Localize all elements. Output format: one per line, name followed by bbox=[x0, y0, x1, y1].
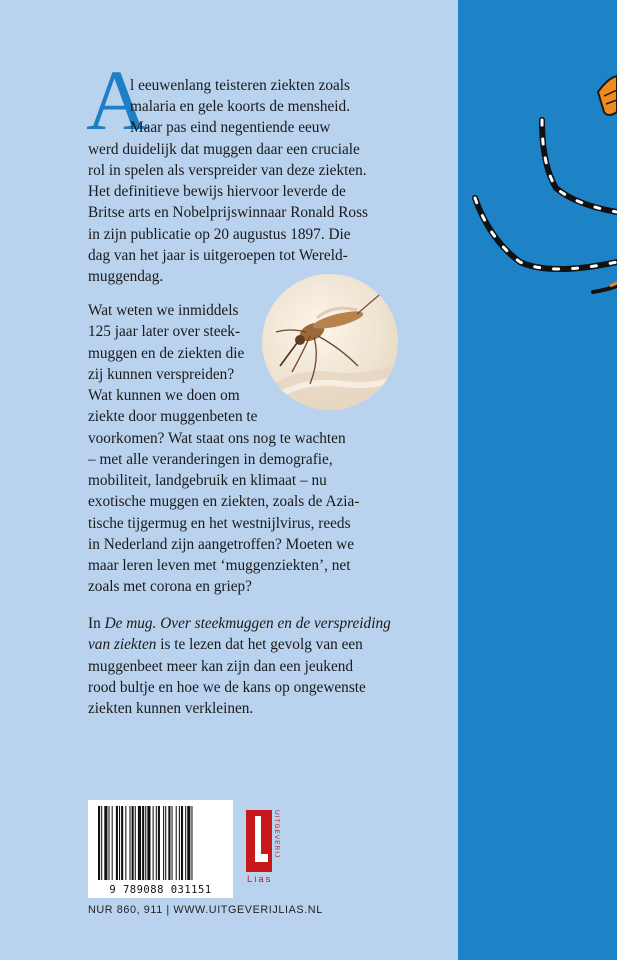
intro-line: werd duidelijk dat muggen daar een cruciale bbox=[88, 141, 360, 158]
intro-line: in zijn publicatie op 20 augustus 1897. Die bbox=[88, 226, 351, 243]
barcode-bar bbox=[98, 806, 100, 880]
barcode-bars bbox=[88, 800, 233, 882]
cover-artwork-panel bbox=[458, 0, 617, 960]
question-line: exotische muggen en ziekten, zoals de Azia- bbox=[88, 493, 360, 510]
barcode-bar bbox=[185, 806, 186, 880]
barcode-bar bbox=[187, 806, 190, 880]
question-line: Wat kunnen we doen om bbox=[88, 387, 240, 404]
barcode-bar bbox=[125, 806, 126, 880]
barcode-bar bbox=[172, 806, 173, 880]
mosquito-illustration bbox=[458, 0, 617, 960]
barcode-bar bbox=[121, 806, 123, 880]
barcode-bar bbox=[132, 806, 134, 880]
barcode-bar bbox=[156, 806, 157, 880]
intro-line: Maar pas eind negentiende eeuw bbox=[130, 119, 331, 136]
barcode-bar bbox=[109, 806, 110, 880]
closing-line: ziekten kunnen verkleinen. bbox=[88, 700, 254, 717]
barcode-bar bbox=[130, 806, 131, 880]
barcode-bar bbox=[191, 806, 192, 880]
barcode-bar bbox=[101, 806, 102, 880]
closing-line bbox=[88, 613, 391, 634]
barcode-bar bbox=[163, 806, 164, 880]
barcode-bar bbox=[138, 806, 141, 880]
intro-line: dag van het jaar is uitgeroepen tot Wereld- bbox=[88, 247, 348, 264]
closing-line bbox=[88, 634, 363, 655]
question-line: muggen en de ziekten die bbox=[88, 345, 245, 362]
nur-and-website: NUR 860, 911 | WWW.UITGEVERIJLIAS.NL bbox=[88, 904, 323, 916]
closing-line: muggenbeet meer kan zijn dan een jeukend bbox=[88, 658, 354, 675]
closing-text: is te lezen dat het gevolg van een bbox=[156, 636, 363, 653]
intro-line: Het definitieve bewijs hiervoor leverde de bbox=[88, 183, 346, 200]
barcode-bar bbox=[179, 806, 180, 880]
drop-cap: A bbox=[86, 52, 149, 148]
book-title: De mug. Over steekmuggen en de verspreiding bbox=[104, 615, 391, 632]
closing-prefix: In bbox=[88, 615, 105, 632]
intro-line: muggendag. bbox=[88, 268, 164, 285]
barcode-bar bbox=[119, 806, 120, 880]
intro-line: Britse arts en Nobelprijswinnaar Ronald Ross bbox=[88, 204, 368, 221]
question-line: maar leren leven met ‘muggenziekten’, net bbox=[88, 557, 351, 574]
barcode-bar bbox=[158, 806, 160, 880]
intro-line: malaria en gele koorts de mensheid. bbox=[130, 98, 351, 115]
question-line: mobiliteit, landgebruik en klimaat – nu bbox=[88, 472, 327, 489]
barcode-bar bbox=[153, 806, 154, 880]
mosquito-photo bbox=[262, 274, 398, 410]
barcode-bar bbox=[176, 806, 177, 880]
barcode-bar bbox=[181, 806, 183, 880]
barcode-bar bbox=[168, 806, 170, 880]
publisher-label: UITGEVERIJ bbox=[273, 810, 280, 859]
intro-line: rol in spelen als verspreider van deze ziekten. bbox=[88, 162, 367, 179]
mosquito-icon bbox=[262, 274, 398, 410]
isbn-number: 9 789088 031151 bbox=[109, 884, 212, 896]
barcode-bar bbox=[142, 806, 144, 880]
question-line: zij kunnen verspreiden? bbox=[88, 366, 235, 383]
question-line: Wat weten we inmiddels bbox=[88, 302, 239, 319]
barcode-bar bbox=[104, 806, 107, 880]
barcode-bar bbox=[112, 806, 113, 880]
isbn-barcode bbox=[88, 800, 233, 898]
barcode-bar bbox=[147, 806, 150, 880]
barcode-bar bbox=[116, 806, 118, 880]
question-line: zoals met corona en griep? bbox=[88, 578, 252, 595]
publisher-name: Lias bbox=[247, 874, 273, 885]
question-line: voorkomen? Wat staat ons nog te wachten bbox=[88, 430, 346, 447]
question-line: – met alle veranderingen in demografie, bbox=[88, 451, 333, 468]
barcode-bar bbox=[145, 806, 146, 880]
barcode-bar bbox=[135, 806, 136, 880]
question-line: ziekte door muggenbeten te bbox=[88, 408, 258, 425]
question-line: tische tijgermug en het westnijlvirus, reeds bbox=[88, 515, 351, 532]
intro-line: l eeuwenlang teisteren ziekten zoals bbox=[130, 77, 351, 94]
question-line: 125 jaar later over steek- bbox=[88, 323, 241, 340]
barcode-bar bbox=[165, 806, 166, 880]
closing-line: rood bultje en hoe we de kans op ongewenste bbox=[88, 679, 366, 696]
publisher-logo-icon bbox=[246, 810, 272, 872]
book-title-cont: van ziekten bbox=[88, 636, 157, 653]
question-line: in Nederland zijn aangetroffen? Moeten we bbox=[88, 536, 355, 553]
